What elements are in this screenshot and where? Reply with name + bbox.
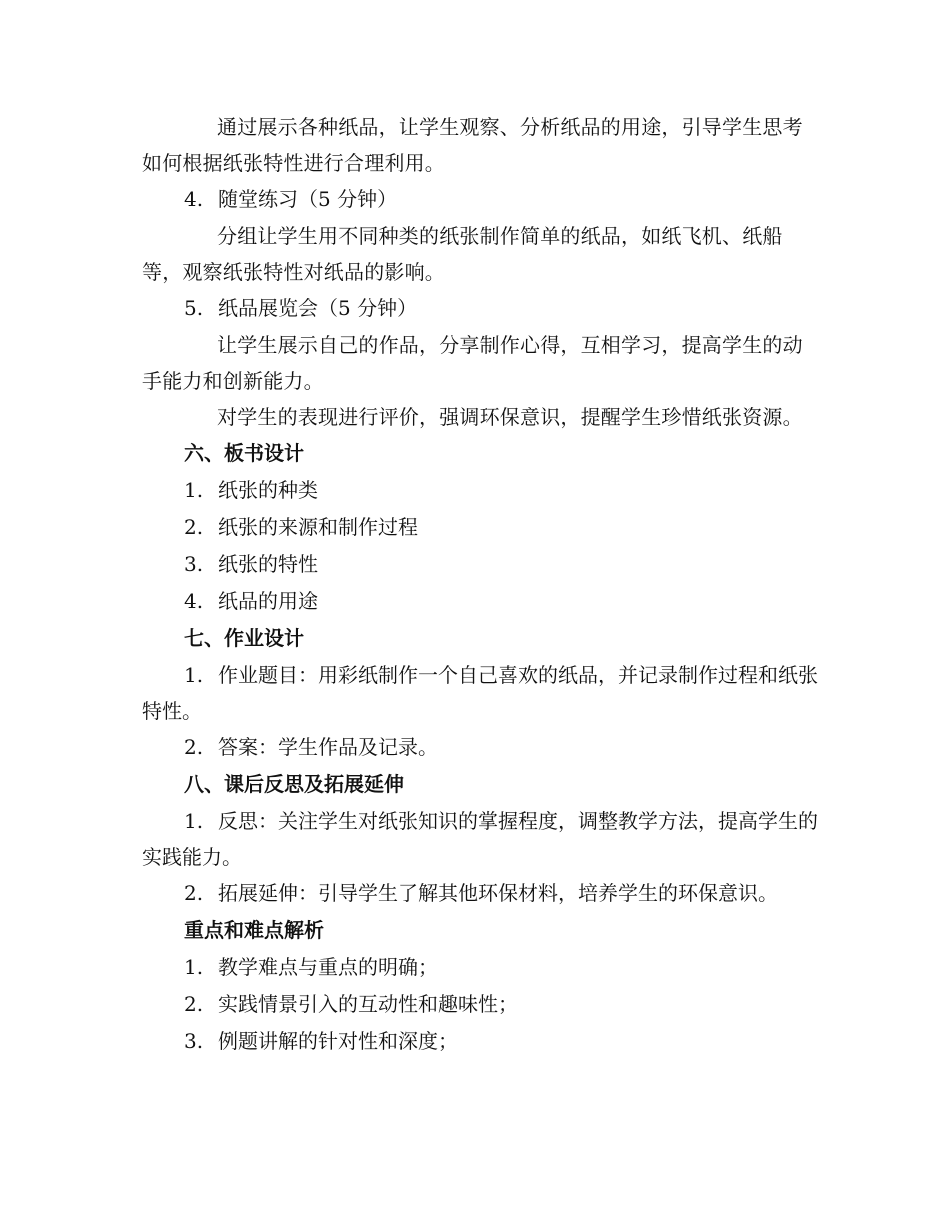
list-number: 1. xyxy=(184,478,204,502)
list-number: 2. xyxy=(184,992,204,1016)
list-text: 教学难点与重点的明确； xyxy=(218,955,438,979)
list-item xyxy=(142,986,822,1023)
list-number: 4. xyxy=(184,589,204,613)
list-text: 例题讲解的针对性和深度； xyxy=(218,1029,458,1053)
list-item xyxy=(142,949,822,986)
list-text: 答案：学生作品及记录。 xyxy=(218,735,438,759)
list-item xyxy=(142,729,822,766)
section-heading-reflection: 八、课后反思及拓展延伸 xyxy=(184,772,404,796)
step-number: 4. xyxy=(184,187,204,211)
list-text: 纸品的用途 xyxy=(218,589,318,613)
list-item xyxy=(142,657,822,729)
list-text: 拓展延伸：引导学生了解其他环保材料，培养学生的环保意识。 xyxy=(218,881,778,905)
step-5-exhibition xyxy=(142,290,822,327)
section-heading-key-points: 重点和难点解析 xyxy=(184,918,324,942)
document-body xyxy=(142,109,822,1060)
list-number: 3. xyxy=(184,552,204,576)
step-text: 纸品展览会（5 分钟） xyxy=(218,296,418,320)
step-number: 5. xyxy=(184,296,204,320)
list-number: 2. xyxy=(184,881,204,905)
step-text: 随堂练习（5 分钟） xyxy=(218,187,398,211)
paragraph-display-papers: 通过展示各种纸品，让学生观察、分析纸品的用途，引导学生思考如何根据纸张特性进行合理利用。 xyxy=(142,115,803,175)
list-text: 纸张的种类 xyxy=(218,478,318,502)
list-item xyxy=(142,1023,822,1060)
paragraph-show-works: 让学生展示自己的作品，分享制作心得，互相学习，提高学生的动手能力和创新能力。 xyxy=(142,333,803,393)
list-item xyxy=(142,583,822,620)
step-4-practice xyxy=(142,181,822,218)
list-item xyxy=(142,509,822,546)
section-heading-blackboard-design: 六、板书设计 xyxy=(184,441,304,465)
list-text: 反思：关注学生对纸张知识的掌握程度，调整教学方法，提高学生的实践能力。 xyxy=(142,809,818,869)
list-item xyxy=(142,472,822,509)
paragraph-group-practice: 分组让学生用不同种类的纸张制作简单的纸品，如纸飞机、纸船等，观察纸张特性对纸品的影响。 xyxy=(142,224,783,284)
list-number: 1. xyxy=(184,809,204,833)
list-text: 作业题目：用彩纸制作一个自己喜欢的纸品，并记录制作过程和纸张特性。 xyxy=(142,663,818,723)
list-item xyxy=(142,546,822,583)
list-text: 纸张的来源和制作过程 xyxy=(218,515,418,539)
list-number: 1. xyxy=(184,663,204,687)
paragraph-evaluation: 对学生的表现进行评价，强调环保意识，提醒学生珍惜纸张资源。 xyxy=(217,405,803,429)
list-number: 1. xyxy=(184,955,204,979)
list-number: 3. xyxy=(184,1029,204,1053)
list-text: 实践情景引入的互动性和趣味性； xyxy=(218,992,518,1016)
list-number: 2. xyxy=(184,515,204,539)
list-text: 纸张的特性 xyxy=(218,552,318,576)
list-number: 2. xyxy=(184,735,204,759)
section-heading-homework-design: 七、作业设计 xyxy=(184,626,304,650)
list-item xyxy=(142,803,822,875)
list-item xyxy=(142,875,822,912)
